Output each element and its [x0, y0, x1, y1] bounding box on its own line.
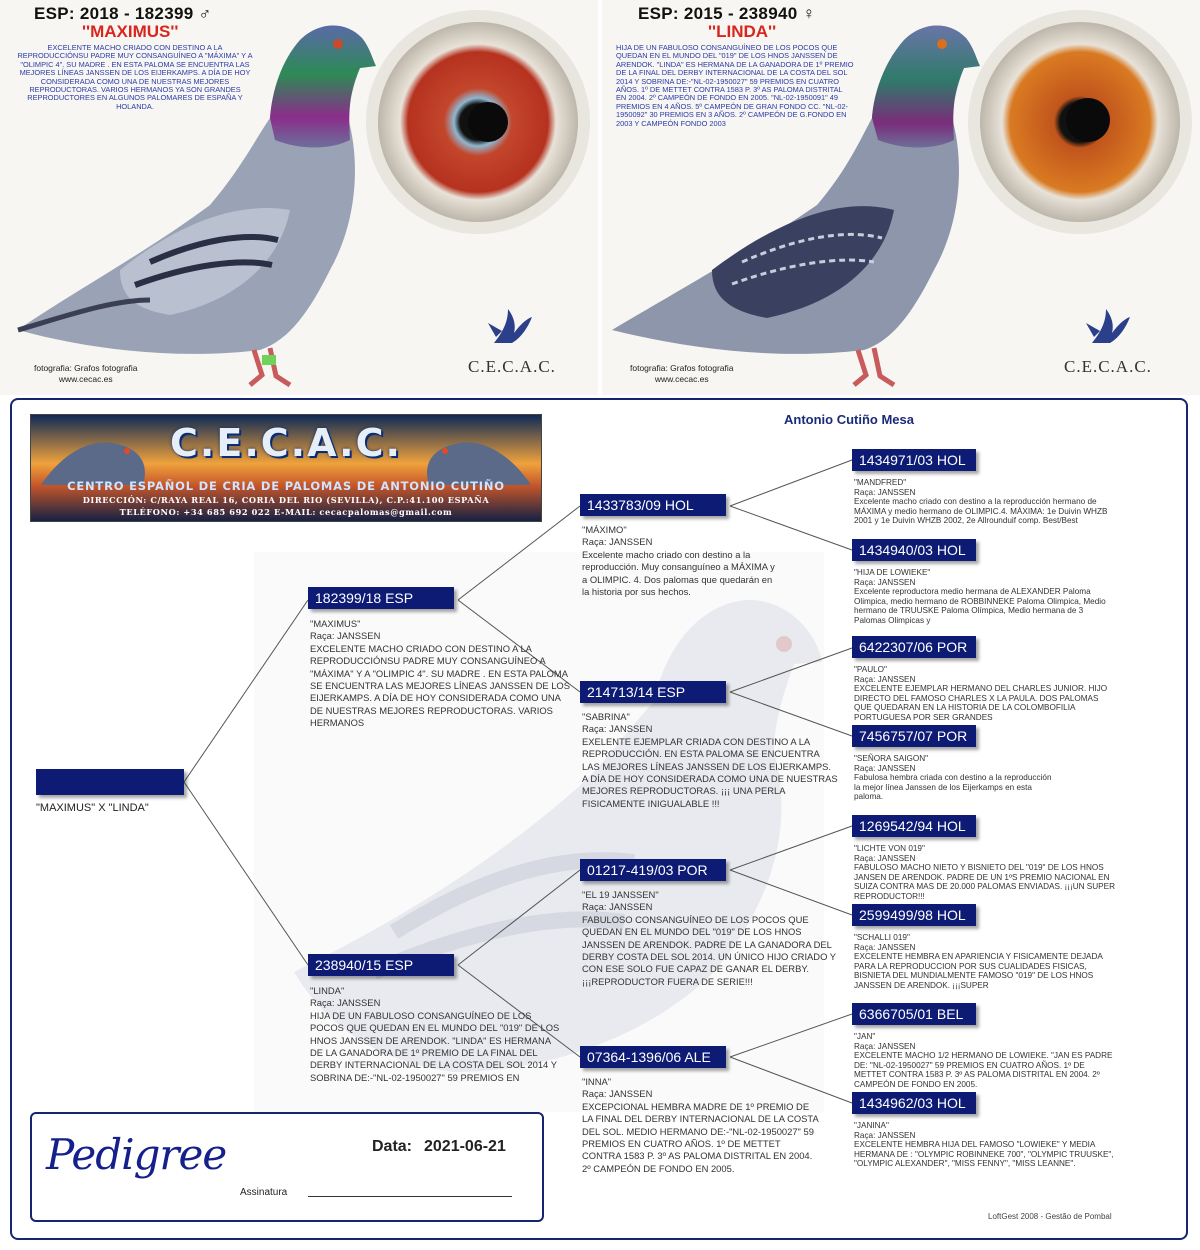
bird-race: Raça: JANSSEN — [854, 674, 916, 684]
credit-url: www.cecac.es — [58, 374, 113, 384]
node-sss[interactable]: 1434971/03 HOL — [852, 449, 976, 471]
info-ddd — [854, 1121, 1116, 1169]
brand-text: C.E.C.A.C. — [1064, 357, 1152, 376]
node-dss[interactable]: 1269542/94 HOL — [852, 815, 976, 837]
signature-box — [30, 1112, 544, 1222]
banner-title: C.E.C.A.C. — [170, 421, 402, 465]
info-ssd — [854, 568, 1116, 626]
bird-notes: EXCELENTE HEMBRA EN APARIENCIA Y FISICAMENTE DEJADA PARA LA REPRODUCCION POR SUS CUALIDADES FISICAS, BISNIETA DEL MUNDIALMENTE FAMOSO "019" DE LOS HNOS JANSSEN DE ARENDOK. ¡¡¡SUPER — [854, 952, 1103, 990]
credit-url: www.cecac.es — [654, 374, 709, 384]
node-sire-sire[interactable]: 1433783/09 HOL — [580, 494, 726, 516]
credit-line: fotografia: Grafos fotografia — [34, 363, 138, 373]
bird-race: Raça: JANSSEN — [582, 901, 653, 913]
info-sdd — [854, 754, 1054, 802]
bird-race: Raça: JANSSEN — [582, 536, 653, 548]
bird-notes: HIJA DE UN FABULOSO CONSANGUÍNEO DE LOS POCOS QUE QUEDAN EN EL MUNDO DEL "019" DE LOS HNOS JANSSEN DE ARENDOK. "LINDA" ES HERMANA DE LA GANADORA DE 1º PREMIO DE LA FINAL DEL DERBY INTERNACIONAL DE LA COSTA DEL SOL 2014 Y SOBRINA DE:-"NL-02-1950027" 59 PREMIOS EN — [310, 1009, 560, 1083]
bird-notes: Fabulosa hembra criada con destino a la reproducción la mejor línea Janssen de los Eijerkamps en esta paloma. — [854, 773, 1052, 802]
dove-icon — [1082, 303, 1134, 349]
bird-name: "JAN" — [854, 1032, 876, 1041]
node-dam[interactable]: 238940/15 ESP — [308, 954, 454, 976]
software-credit: LoftGest 2008 - Gestão de Pombal — [988, 1212, 1112, 1221]
bird-notes: EXCELENTE EJEMPLAR HERMANO DEL CHARLES JUNIOR. HIJO DIRECTO DEL FAMOSO CHARLES X LA PAULA. DOS PALOMAS QUE QUEDARAN EN LA HISTORIA DE LA COLOMBOFILIA PORTUGUESA POR SER GRANDES — [854, 684, 1108, 722]
bird-notes: EXCEPCIONAL HEMBRA MADRE DE 1º PREMIO DE LA FINAL DEL DERBY INTERNACIONAL DE LA COSTA DEL SOL. MEDIO HERMANO DE:-"NL-02-1950027" 59 PREMIOS EN CUATRO AÑOS. 1º DE METTET CONTRA 1583 P. 3º AS PALOMA DISTRITAL EN 2004. 2º CAMPEÓN DE FONDO EN 2005. — [582, 1100, 819, 1174]
photo-name: ''LINDA'' — [708, 22, 777, 41]
banner-address: DIRECCIÓN: C/RAYA REAL 16, CORIA DEL RIO (SEVILLA), C.P.:41.100 ESPAÑA — [82, 495, 490, 505]
bird-race: Raça: JANSSEN — [310, 997, 381, 1009]
bird-notes: EXCELENTE HEMBRA HIJA DEL FAMOSO "LOWIEKE" Y MEDIA HERMANA DE : "OLYMPIC ROBINNEKE 700", "OLYMPIC TRUUSKE", "OLYMPIC ALEXANDER", "MISS FENNY", "MISS LEANNE". — [854, 1140, 1114, 1169]
banner-subtitle: CENTRO ESPAÑOL DE CRIA DE PALOMAS DE ANTONIO CUTIÑO — [67, 479, 505, 493]
node-sds[interactable]: 6422307/06 POR — [852, 636, 976, 658]
info-sire — [310, 618, 575, 730]
info-dsd — [854, 933, 1116, 991]
bird-name: "SABRINA" — [582, 711, 630, 722]
bird-name: "MAXIMUS" — [310, 618, 361, 629]
node-dam-dam[interactable]: 07364-1396/06 ALE — [580, 1046, 726, 1068]
signature-label: Assinatura — [240, 1187, 288, 1198]
photo-panel-maximus — [0, 0, 598, 395]
info-dam-dam — [582, 1076, 822, 1175]
info-sire-dam — [582, 711, 838, 810]
bird-notes: FABULOSO CONSANGUÍNEO DE LOS POCOS QUE QUEDAN EN EL MUNDO DEL "019" DE LOS HNOS JANSSEN DE ARENDOK. PADRE DE LA GANADORA DEL DERBY COSTA DEL SOL 2014. UN ÚNICO HIJO CRIADO Y CON ESE SOLO FUE CAPAZ DE GANAR EL DERBY. ¡¡¡REPRODUCTOR FUERA DE SERIE!!! — [582, 913, 836, 987]
bird-name: "LINDA" — [310, 985, 345, 996]
photo-credit — [630, 363, 733, 385]
bird-name: "JANINA" — [854, 1121, 889, 1130]
photo-panel-linda — [602, 0, 1200, 395]
node-dds[interactable]: 6366705/01 BEL — [852, 1003, 976, 1025]
bird-race: Raça: JANSSEN — [854, 942, 916, 952]
info-sss — [854, 478, 1114, 526]
photo-description: HIJA DE UN FABULOSO CONSANGUÍNEO DE LOS POCOS QUE QUEDAN EN EL MUNDO DEL "019" DE LOS HNOS JANSSEN DE ARENDOK. "LINDA" ES HERMANA DE LA GANADORA DE 1º PREMIO DE LA FINAL DEL DERBY INTERNACIONAL DE LA COSTA DEL SOL 2014 Y SOBRINA DE:-"NL-02-1950027" 59 PREMIOS EN CUATRO AÑOS. 1º DE METTET CONTRA 1583 P. 3º AS PALOMA DISTRITAL EN 2004. 2º CAMPEÓN DE FONDO EN 2005. "NL-02-1950091" 49 PREMIOS EN 4 AÑOS. 5º CAMPEÓN DE GRAN FONDO CC. "NL-02-1950092" 30 PREMIOS EN 3 AÑOS. 2º CAMPEÓN DE G.FONDO EN 2003 Y CAMPEÓN FONDO 2003 — [616, 43, 854, 128]
bird-notes: FABULOSO MACHO NIETO Y BISNIETO DEL "019" DE LOS HNOS JANSEN DE ARENDOK. PADRE DE UN 1ºS PREMIO NACIONAL EN SUIZA CONTRA MAS DE 20.000 PALOMAS ENVIADAS. ¡¡¡UN SUPER REPRODUCTOR!!! — [854, 863, 1116, 901]
bird-notes: EXCELENTE MACHO 1/2 HERMANO DE LOWIEKE. "JAN ES PADRE DE: "NL-02-1950027" 59 PREMIOS EN CUATRO AÑOS. 1º DE METTET CONTRA 1583 P. 3º AS PALOMA DISTRITAL EN 2004. 2º CAMPEÓN DE FONDO EN 2005. — [854, 1051, 1113, 1089]
bird-race: Raça: JANSSEN — [854, 1130, 916, 1140]
bird-name: "LICHTE VON 019" — [854, 844, 925, 853]
bird-race: Raça: JANSSEN — [854, 763, 916, 773]
info-sds — [854, 665, 1116, 723]
node-sire[interactable]: 182399/18 ESP — [308, 587, 454, 609]
photo-title: ESP: 2015 - 238940 ♀ — [638, 4, 816, 23]
info-dam — [310, 985, 560, 1084]
bird-name: "HIJA DE LOWIEKE" — [854, 568, 931, 577]
node-ssd[interactable]: 1434940/03 HOL — [852, 539, 976, 561]
pedigree-logo: Pedigree — [46, 1130, 227, 1179]
photo-credit — [34, 363, 137, 385]
bird-name: "MANDFRED" — [854, 478, 907, 487]
bird-notes: Excelente macho criado con destino a la reproducción hermano de MÁXIMA y medio hermano de OLIMPIC.4. MÁXIMA: 1e Duivin WHZB 2001 y 1e Duivin WHZB 2002, 2e Allrounduif comp. Best/Best — [854, 497, 1108, 526]
bird-name: "PAULO" — [854, 665, 887, 674]
bird-name: "SCHALLI 019" — [854, 933, 910, 942]
date-value: 2021-06-21 — [424, 1138, 506, 1155]
bird-name: "INNA" — [582, 1076, 612, 1087]
info-dam-sire — [582, 889, 838, 988]
dove-icon — [484, 303, 536, 349]
node-sdd[interactable]: 7456757/07 POR — [852, 725, 976, 747]
banner-phone: TELÉFONO: +34 685 692 022 E-MAIL: cecacpalomas@gmail.com — [119, 507, 453, 517]
bird-race: Raça: JANSSEN — [310, 630, 381, 642]
pedigree-frame — [10, 398, 1188, 1240]
bird-notes: EXELENTE EJEMPLAR CRIADA CON DESTINO A LA REPRODUCCIÓN. EN ESTA PALOMA SE ENCUENTRA LAS MEJORES LÍNEAS JANSSEN DE LOS EIJERKAMPS. A DÍA DE HOY CONSIDERADA COMO UNA DE NUESTRAS MEJORES REPRODUCTORAS. ¡¡¡ UNA PERLA FISICAMENTE INIGUALABLE !!! — [582, 735, 838, 809]
subject-label: "MAXIMUS" X "LINDA" — [36, 802, 149, 814]
photo-description: EXCELENTE MACHO CRIADO CON DESTINO A LA REPRODUCCIÓNSU PADRE MUY CONSANGUÍNEO A "MÁXIMA" Y A "OLIMPIC 4". SU MADRE . EN ESTA PALOMA SE ENCUENTRA LAS MEJORES LÍNEAS JANSSEN DE LOS EIJERKAMPS. A DÍA DE HOY CONSIDERADA COMO UNA DE NUESTRAS MEJORES REPRODUCTORAS. VARIOS HERMANOS YA SON GRANDES REPRODUCTORES EN ALGUNOS PALOMARES DE ESPAÑA Y HOLANDA. — [17, 43, 253, 111]
subject-node[interactable] — [36, 769, 184, 795]
bird-notes: Excelente reproductora medio hermana de ALEXANDER Paloma Olimpica, medio hermano de ROBBINNEKE Paloma Olimpica, Medio hermano de TRUUSKE Paloma Olímpica, Medio hermana de 3 Palomas Olimpicas y — [854, 587, 1106, 625]
photo-name: ''MAXIMUS'' — [82, 22, 179, 41]
bird-name: "EL 19 JANSSEN" — [582, 889, 659, 900]
info-dds — [854, 1032, 1116, 1090]
bird-race: Raça: JANSSEN — [854, 487, 916, 497]
bird-notes: Excelente macho criado con destino a la reproducción. Muy consanguíneo a MÁXIMA y a OLIMPIC. 4. Dos palomas que quedarán en la historia por sus hechos. — [582, 548, 775, 598]
bird-notes: EXCELENTE MACHO CRIADO CON DESTINO A LA REPRODUCCIÓNSU PADRE MUY CONSANGUÍNEO A "MÁXIMA" Y A "OLIMPIC 4". SU MADRE . EN ESTA PALOMA SE ENCUENTRA LAS MEJORES LÍNEAS JANSSEN DE LOS EIJERKAMPS. A DÍA DE HOY CONSIDERADA COMO UNA DE NUESTRAS MEJORES REPRODUCTORAS. VARIOS HERMANOS — [310, 642, 570, 729]
signature-line[interactable] — [308, 1196, 512, 1197]
info-sire-sire — [582, 524, 782, 598]
owner-name: Antonio Cutiño Mesa — [784, 412, 914, 427]
bird-race: Raça: JANSSEN — [582, 723, 653, 735]
bird-race: Raça: JANSSEN — [582, 1088, 653, 1100]
credit-line: fotografia: Grafos fotografia — [630, 363, 734, 373]
bird-name: "MÁXIMO" — [582, 524, 627, 535]
node-dsd[interactable]: 2599499/98 HOL — [852, 904, 976, 926]
bird-race: Raça: JANSSEN — [854, 1041, 916, 1051]
bird-name: "SEÑORA SAIGON" — [854, 754, 929, 763]
brand-text: C.E.C.A.C. — [468, 357, 556, 376]
bird-race: Raça: JANSSEN — [854, 853, 916, 863]
node-ddd[interactable]: 1434962/03 HOL — [852, 1092, 976, 1114]
info-dss — [854, 844, 1116, 902]
photo-title: ESP: 2018 - 182399 ♂ — [34, 4, 212, 23]
node-sire-dam[interactable]: 214713/14 ESP — [580, 681, 726, 703]
node-dam-sire[interactable]: 01217-419/03 POR — [580, 859, 726, 881]
bird-race: Raça: JANSSEN — [854, 577, 916, 587]
date-label: Data: — [372, 1138, 413, 1155]
